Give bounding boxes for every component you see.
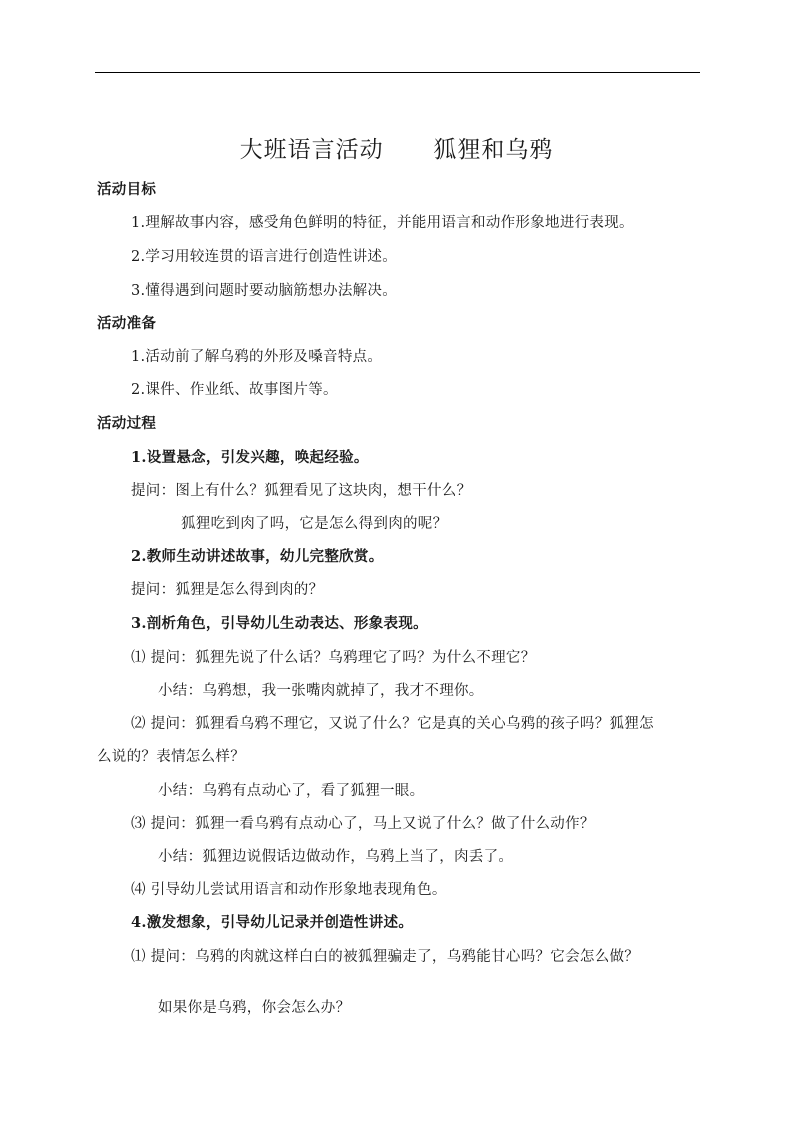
step-3-part-4: ⑷ 引导幼儿尝试用语言和动作形象地表现角色。 <box>131 882 447 898</box>
step-4-part-1-question-2: 如果你是乌鸦，你会怎么办？ <box>158 1000 351 1016</box>
goal-item-3: 3.懂得遇到问题时要动脑筋想办法解决。 <box>131 283 398 299</box>
step-3-part-3-summary: 小结：狐狸边说假话边做动作，乌鸦上当了，肉丢了。 <box>158 849 514 865</box>
step-1-title: 1.设置悬念，引发兴趣，唤起经验。 <box>131 449 369 466</box>
goals-heading: 活动目标 <box>97 182 157 198</box>
step-3-part-1-question: ⑴ 提问：狐狸先说了什么话？乌鸦理它了吗？为什么不理它？ <box>131 650 536 666</box>
step-3-part-3-question: ⑶ 提问：狐狸一看乌鸦有点动心了，马上又说了什么？做了什么动作？ <box>131 816 595 832</box>
process-heading: 活动过程 <box>97 416 157 432</box>
step-2-title: 2.教师生动讲述故事，幼儿完整欣赏。 <box>131 548 384 565</box>
step-3-title: 3.剖析角色，引导幼儿生动表达、形象表现。 <box>131 615 428 632</box>
header-rule <box>95 72 700 73</box>
step-1-question-2: 狐狸吃到肉了吗，它是怎么得到肉的呢？ <box>181 516 448 532</box>
step-4-part-1-question: ⑴ 提问：乌鸦的肉就这样白白的被狐狸骗走了，乌鸦能甘心吗？它会怎么做？ <box>131 949 640 965</box>
step-3-part-1-summary: 小结：乌鸦想，我一张嘴肉就掉了，我才不理你。 <box>158 683 484 699</box>
document-title: 大班语言活动 狐狸和乌鸦 <box>239 137 554 163</box>
step-4-title: 4.激发想象，引导幼儿记录并创造性讲述。 <box>131 914 414 931</box>
goal-item-2: 2.学习用较连贯的语言进行创造性讲述。 <box>131 249 398 265</box>
step-3-part-2-question: ⑵ 提问：狐狸看乌鸦不理它，又说了什么？它是真的关心乌鸦的孩子吗？狐狸怎 <box>131 716 654 732</box>
step-2-question-1: 提问：狐狸是怎么得到肉的？ <box>131 582 324 598</box>
step-3-part-2-question-cont: 么说的？表情怎么样？ <box>97 749 245 765</box>
step-3-part-2-summary: 小结：乌鸦有点动心了，看了狐狸一眼。 <box>158 783 425 799</box>
preparation-heading: 活动准备 <box>97 316 157 332</box>
preparation-item-2: 2.课件、作业纸、故事图片等。 <box>131 382 338 398</box>
goal-item-1: 1.理解故事内容，感受角色鲜明的特征，并能用语言和动作形象地进行表现。 <box>131 215 634 231</box>
preparation-item-1: 1.活动前了解乌鸦的外形及嗓音特点。 <box>131 349 383 365</box>
step-1-question-1: 提问：图上有什么？狐狸看见了这块肉，想干什么？ <box>131 483 472 499</box>
